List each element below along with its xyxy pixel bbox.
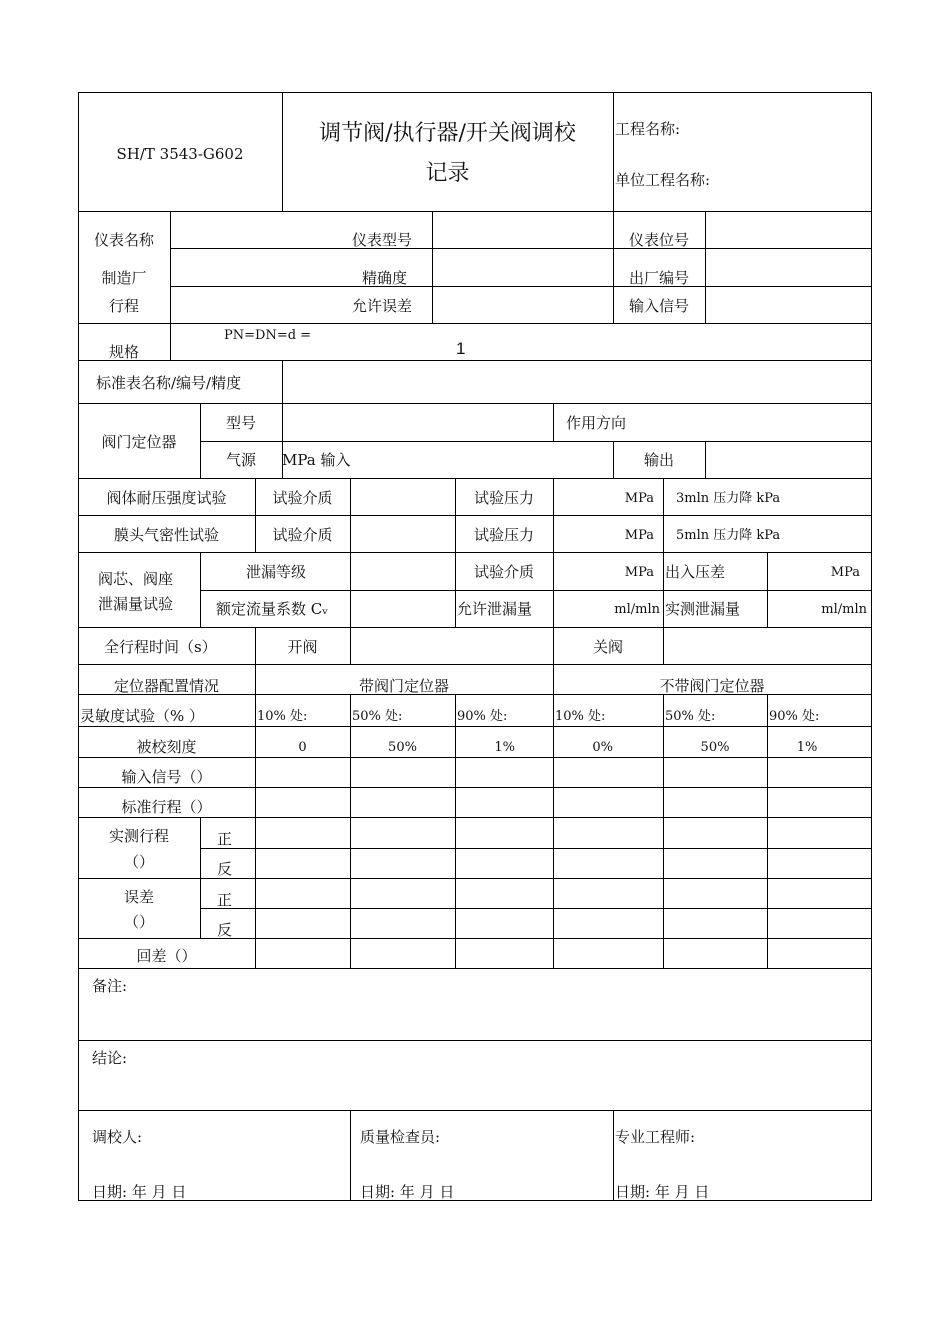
sensitivity-point: 90% 处:	[457, 709, 508, 724]
unit-ml-min: ml/mln	[614, 602, 660, 617]
page-title-line2: 记录	[425, 161, 470, 186]
serial-no-label: 出厂编号	[628, 269, 689, 287]
output-label: 输出	[643, 451, 674, 469]
diaphragm-test-label: 膜头气密性试验	[113, 526, 219, 544]
scale-value: 0%	[592, 740, 613, 755]
spec-value: PN=DN=d =	[224, 328, 312, 343]
instrument-model-label: 仪表型号	[352, 231, 413, 249]
error-label: 误差	[123, 888, 154, 906]
positioner-model-label: 型号	[225, 414, 256, 432]
scale-label: 被校刻度	[136, 738, 197, 756]
forward-label: 正	[217, 891, 233, 909]
calibrator-label: 调校人:	[92, 1128, 143, 1146]
in-out-diff-label: 出入压差	[665, 563, 726, 581]
input-signal-row-label: 输入信号（）	[121, 768, 212, 786]
allowed-leak-label: 允许泄漏量	[457, 600, 533, 618]
test-medium-label: 试验介质	[272, 489, 333, 507]
air-source-label: 气源	[225, 451, 256, 469]
test-pressure-label: 试验压力	[473, 489, 534, 507]
measured-stroke-unit: （）	[123, 853, 154, 871]
instrument-tag-label: 仪表位号	[628, 231, 689, 249]
test-medium-label: 试验介质	[272, 526, 333, 544]
scale-value: 0	[298, 740, 307, 755]
sensitivity-point: 50% 处:	[665, 709, 716, 724]
scale-value: 1%	[796, 740, 818, 755]
pressure-drop-3min: 3mln 压力降 kPa	[676, 491, 781, 506]
test-medium-label: 试验介质	[473, 563, 534, 581]
spec-label: 规格	[108, 343, 139, 361]
pressure-drop-5min: 5mln 压力降 kPa	[676, 528, 781, 543]
accuracy-label: 精确度	[362, 269, 408, 287]
sensitivity-point: 50% 处:	[352, 709, 403, 724]
form-code: SH/T 3543-G602	[116, 145, 244, 163]
sensitivity-point: 90% 处:	[769, 709, 820, 724]
test-pressure-label: 试验压力	[473, 526, 534, 544]
without-positioner-label: 不带阀门定位器	[659, 677, 765, 695]
conclusion-label: 结论:	[92, 1049, 128, 1067]
engineer-label: 专业工程师:	[615, 1128, 696, 1146]
standard-stroke-label: 标准行程（）	[121, 798, 212, 816]
unit-mpa: MPa	[830, 565, 860, 580]
body-strength-test-label: 阀体耐压强度试验	[106, 489, 227, 507]
sensitivity-point: 10% 处:	[257, 709, 308, 724]
sensitivity-test-label: 灵敏度试验（% ）	[80, 707, 205, 725]
full-stroke-time-label: 全行程时间（s）	[104, 638, 217, 656]
measured-stroke-label: 实测行程	[108, 827, 169, 845]
unit-mpa: MPa	[624, 491, 654, 506]
spec-number: 1	[456, 339, 466, 358]
with-positioner-label: 带阀门定位器	[358, 677, 449, 695]
stroke-label: 行程	[108, 297, 139, 315]
inspector-date: 日期: 年 月 日	[360, 1183, 455, 1201]
scale-value: 50%	[388, 740, 417, 755]
page-title: 调节阀/执行器/开关阀调校	[319, 121, 576, 146]
rated-cv-label: 额定流量系数 Cᵥ	[216, 600, 328, 618]
unit-mpa: MPa	[624, 528, 654, 543]
leak-class-label: 泄漏等级	[246, 563, 307, 581]
action-direction-label: 作用方向	[566, 414, 627, 432]
reverse-label: 反	[217, 860, 233, 878]
reverse-label: 反	[217, 921, 233, 939]
project-name-label: 工程名称:	[615, 120, 681, 138]
input-signal-label: 输入信号	[628, 297, 689, 315]
error-unit: （）	[123, 913, 154, 931]
scale-value: 1%	[494, 740, 515, 755]
valve-close-label: 关阀	[592, 638, 623, 656]
measured-leak-label: 实测泄漏量	[665, 600, 741, 618]
instrument-name-label: 仪表名称	[93, 231, 154, 249]
valve-open-label: 开阀	[287, 638, 318, 656]
unit-ml-min: ml/mln	[821, 602, 867, 617]
leakage-test-label-1: 阀芯、阀座	[98, 570, 174, 588]
calibrator-date: 日期: 年 月 日	[92, 1183, 187, 1201]
engineer-date: 日期: 年 月 日	[615, 1183, 710, 1201]
forward-label: 正	[217, 830, 233, 848]
allowed-error-label: 允许误差	[352, 297, 413, 315]
positioner-config-label: 定位器配置情况	[113, 677, 219, 695]
air-source-value: MPa 输入	[282, 451, 351, 469]
inspector-label: 质量检查员:	[360, 1128, 441, 1146]
scale-value: 50%	[700, 740, 730, 755]
remarks-label: 备注:	[92, 977, 128, 995]
manufacturer-label: 制造厂	[101, 269, 147, 287]
hysteresis-label: 回差（）	[136, 947, 197, 965]
positioner-label: 阀门定位器	[101, 433, 177, 451]
leakage-test-label-2: 泄漏量试验	[98, 595, 174, 613]
unit-mpa: MPa	[624, 565, 654, 580]
standard-meter-label: 标准表名称/编号/精度	[96, 374, 242, 392]
unit-project-name-label: 单位工程名称:	[615, 171, 711, 189]
sensitivity-point: 10% 处:	[555, 709, 606, 724]
